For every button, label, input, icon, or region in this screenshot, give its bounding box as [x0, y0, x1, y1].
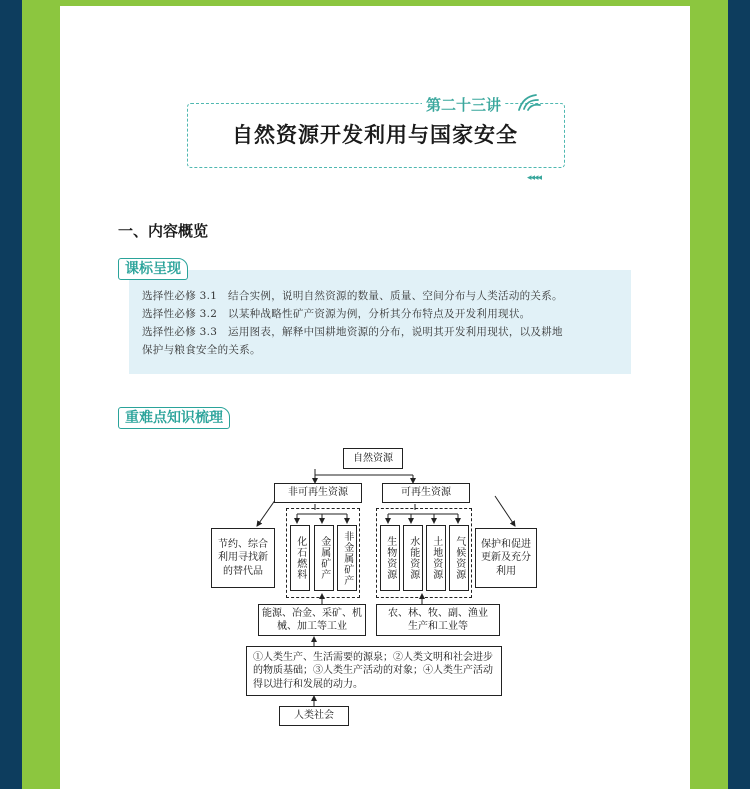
node-renewable: 可再生资源: [382, 483, 470, 503]
node-metal-ore: 金属矿产: [314, 525, 334, 591]
node-human-society: 人类社会: [279, 706, 349, 726]
node-industry-left: 能源、冶金、采矿、机械、加工等工业: [258, 604, 366, 636]
standard-line: 选择性必修 3.1 结合实例，说明自然资源的数量、质量、空间分布与人类活动的关系。: [142, 290, 563, 302]
node-nonmetal-ore: 非金属矿产: [337, 525, 357, 591]
node-conservation-note: 节约、综合利用寻找新的替代品: [211, 528, 275, 588]
node-natural-resources: 自然资源: [343, 448, 403, 469]
standard-line: 选择性必修 3.3 运用图表，解释中国耕地资源的分布，说明其开发利用现状，以及耕地: [142, 326, 563, 338]
node-hydro: 水能资源: [403, 525, 423, 591]
standard-line: 保护与粮食安全的关系。: [142, 344, 261, 356]
arrows-decoration: ◂◂◂◂: [527, 173, 542, 183]
right-frame: [728, 0, 750, 789]
standard-line: 选择性必修 3.2 以某种战略性矿产资源为例，分析其分布特点及开发利用现状。: [142, 308, 531, 320]
node-fossil-fuel: 化石燃料: [290, 525, 310, 591]
page-title: 自然资源开发利用与国家安全: [232, 122, 518, 147]
section-heading: 一、内容概览: [118, 222, 209, 240]
lecture-number: 第二十三讲: [422, 94, 505, 115]
node-resource-roles: ①人类生产、生活需要的源泉；②人类文明和社会进步的物质基础；③人类生产活动的对象；④人类生产活动得以进行和发展的动力。: [246, 646, 502, 696]
node-industry-right: 农、林、牧、副、渔业生产和工业等: [376, 604, 500, 636]
page: [60, 6, 690, 789]
knowledge-tag: 重难点知识梳理: [118, 407, 230, 429]
node-protection-note: 保护和促进更新及充分利用: [475, 528, 537, 588]
node-biological: 生物资源: [380, 525, 400, 591]
node-land: 土地资源: [426, 525, 446, 591]
left-frame: [0, 0, 22, 789]
node-nonrenewable: 非可再生资源: [274, 483, 362, 503]
standards-tag: 课标呈现: [118, 258, 188, 280]
node-climate: 气候资源: [449, 525, 469, 591]
